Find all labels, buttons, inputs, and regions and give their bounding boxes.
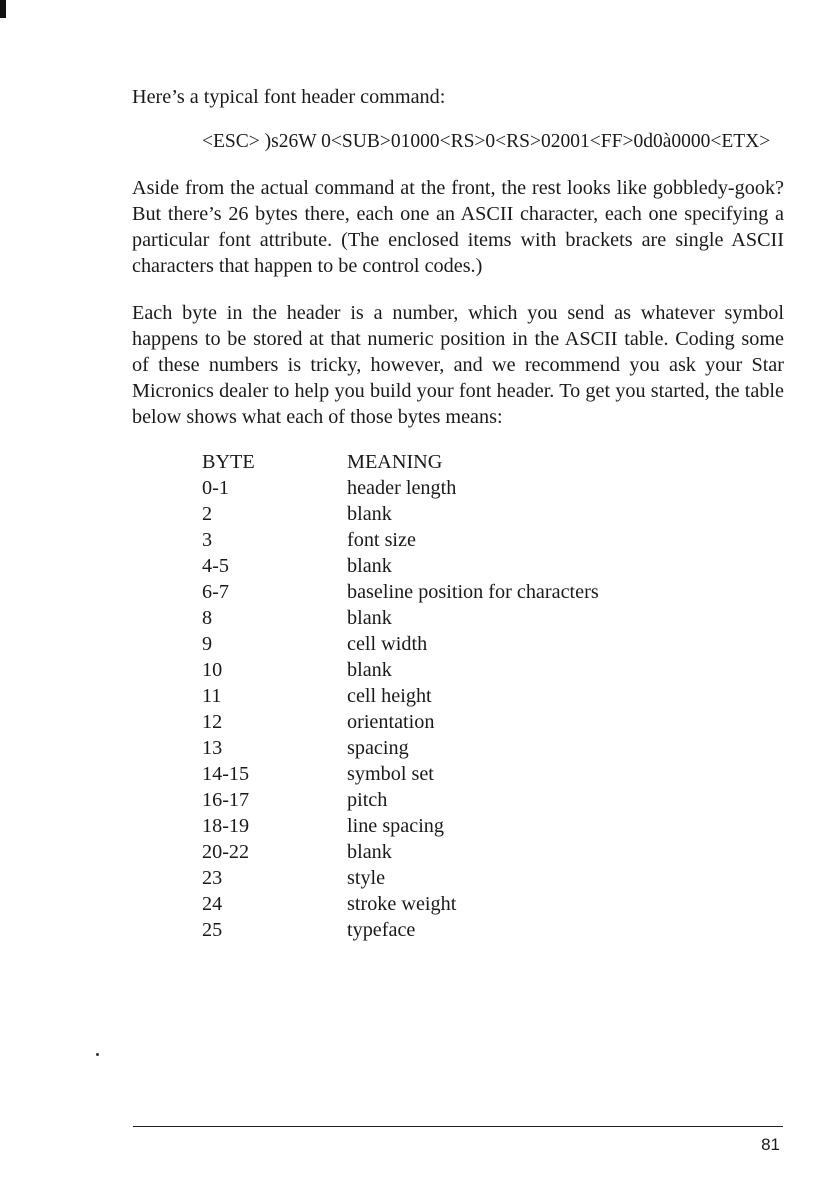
meaning-cell: blank <box>347 607 392 629</box>
page-number: 81 <box>761 1135 780 1154</box>
column-header-byte: BYTE <box>202 451 255 473</box>
meaning-cell: spacing <box>347 737 409 759</box>
byte-cell: 23 <box>202 867 223 889</box>
meaning-cell: cell height <box>347 685 432 707</box>
table-row <box>202 787 599 813</box>
byte-cell: 18-19 <box>202 815 250 837</box>
byte-cell: 16-17 <box>202 789 250 811</box>
meaning-cell: symbol set <box>347 763 434 785</box>
meaning-cell: baseline position for characters <box>347 581 599 603</box>
table-body <box>202 475 599 943</box>
meaning-cell: blank <box>347 555 392 577</box>
byte-cell: 6-7 <box>202 581 229 603</box>
table-row <box>202 865 599 891</box>
table-row <box>202 657 599 683</box>
meaning-cell: blank <box>347 841 392 863</box>
scan-speck <box>96 1053 99 1056</box>
byte-cell: 0-1 <box>202 477 229 499</box>
meaning-cell: blank <box>347 659 392 681</box>
table-row <box>202 735 599 761</box>
column-header-meaning: MEANING <box>347 451 443 473</box>
page-content <box>132 84 784 943</box>
byte-cell: 14-15 <box>202 763 250 785</box>
byte-cell: 11 <box>202 685 222 707</box>
byte-cell: 2 <box>202 503 213 525</box>
table-row <box>202 605 599 631</box>
meaning-cell: orientation <box>347 711 435 733</box>
table-row <box>202 839 599 865</box>
table-row <box>202 553 599 579</box>
table-row <box>202 891 599 917</box>
table-row <box>202 527 599 553</box>
paragraph-byte-coding: Each byte in the header is a number, which you send as whatever symbol happens to be stored at that numeric position in the ASCII table. Coding some of these numbers is tricky, however, and we recommend you ask your Star Micronics dealer to help you build your font header. To get you started, the table below shows what each of those bytes means: <box>132 302 784 428</box>
meaning-cell: cell width <box>347 633 428 655</box>
intro-text: Here’s a typical font header command: <box>132 86 446 108</box>
table-row <box>202 683 599 709</box>
table-row <box>202 631 599 657</box>
table-row <box>202 709 599 735</box>
byte-cell: 12 <box>202 711 223 733</box>
table-header-row <box>202 449 599 475</box>
meaning-cell: pitch <box>347 789 388 811</box>
table-row <box>202 501 599 527</box>
byte-cell: 8 <box>202 607 213 629</box>
byte-cell: 10 <box>202 659 223 681</box>
byte-cell: 25 <box>202 919 223 941</box>
table-row <box>202 579 599 605</box>
table-row <box>202 813 599 839</box>
meaning-cell: stroke weight <box>347 893 457 915</box>
meaning-cell: line spacing <box>347 815 444 837</box>
font-header-byte-table <box>202 449 599 943</box>
command-example: <ESC> )s26W 0<SUB>01000<RS>0<RS>02001<FF>0d0à0000<ETX> <box>202 131 771 152</box>
byte-cell: 24 <box>202 893 223 915</box>
byte-cell: 4-5 <box>202 555 229 577</box>
footer-rule <box>133 1126 783 1127</box>
table-row <box>202 761 599 787</box>
meaning-cell: blank <box>347 503 392 525</box>
meaning-cell: header length <box>347 477 457 499</box>
meaning-cell: typeface <box>347 919 416 941</box>
table-row <box>202 917 599 943</box>
byte-cell: 3 <box>202 529 213 551</box>
meaning-cell: style <box>347 867 386 889</box>
byte-cell: 9 <box>202 633 213 655</box>
paragraph-explanation: Aside from the actual command at the front, the rest looks like gobbledy-gook? But there’s 26 bytes there, each one an ASCII character, each one specifying a particular font attribute. (The enclosed items with brackets are single ASCII characters that happen to be control codes.) <box>132 177 784 277</box>
table-row <box>202 475 599 501</box>
meaning-cell: font size <box>347 529 416 551</box>
byte-cell: 20-22 <box>202 841 250 863</box>
byte-cell: 13 <box>202 737 223 759</box>
page-margin-mark <box>0 0 6 18</box>
